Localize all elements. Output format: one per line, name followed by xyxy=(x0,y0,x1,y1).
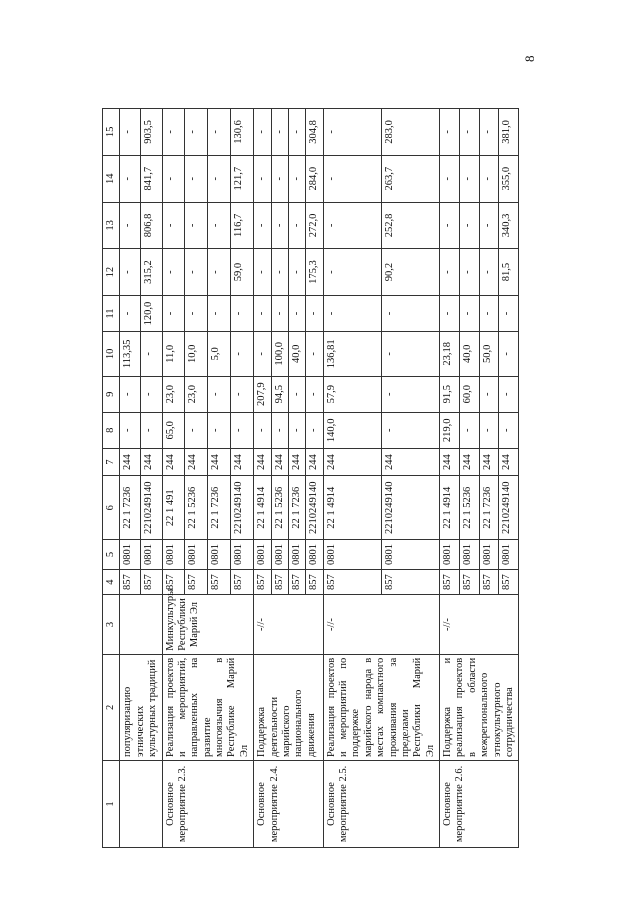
value-cell: - xyxy=(208,155,231,202)
value-cell: 806,8 xyxy=(141,202,162,249)
value-cell: - xyxy=(323,202,381,249)
value-cell: 244 xyxy=(459,448,479,476)
value-cell: 207,9 xyxy=(254,376,271,412)
activity-description-cell: Реализация проектов и мероприятий, направленных на развитие многоязычия в Республике Марий Эл xyxy=(162,654,254,760)
value-cell: 857 xyxy=(120,569,141,594)
value-cell: 22 1 4914 xyxy=(254,476,271,540)
value-cell: 0801 xyxy=(231,540,254,570)
value-cell: - xyxy=(479,202,499,249)
value-cell: - xyxy=(499,412,519,448)
value-cell: - xyxy=(288,295,305,331)
value-cell: 857 xyxy=(499,569,519,594)
value-cell: 90,2 xyxy=(381,249,439,296)
value-cell: - xyxy=(185,249,208,296)
value-cell: 857 xyxy=(271,569,288,594)
value-cell: - xyxy=(323,109,381,156)
value-cell: 22 1 7236 xyxy=(208,476,231,540)
activity-name-cell: Основное мероприятие 2.3. xyxy=(162,760,254,847)
value-cell: 244 xyxy=(208,448,231,476)
value-cell: - xyxy=(254,295,271,331)
value-cell: 219,0 xyxy=(440,412,460,448)
value-cell: 857 xyxy=(141,569,162,594)
value-cell: 121,7 xyxy=(231,155,254,202)
value-cell: 244 xyxy=(231,448,254,476)
value-cell: - xyxy=(120,202,141,249)
value-cell: 2210249140 xyxy=(231,476,254,540)
value-cell: 857 xyxy=(208,569,231,594)
value-cell: 22 1 5236 xyxy=(271,476,288,540)
value-cell: 2210249140 xyxy=(141,476,162,540)
value-cell: 0801 xyxy=(162,540,185,570)
value-cell: 81,5 xyxy=(499,249,519,296)
value-cell: 175,3 xyxy=(306,249,323,296)
value-cell: - xyxy=(440,295,460,331)
value-cell: 0801 xyxy=(459,540,479,570)
value-cell: 10,0 xyxy=(185,332,208,377)
value-cell: 50,0 xyxy=(479,332,499,377)
value-cell: 0801 xyxy=(141,540,162,570)
value-cell: - xyxy=(323,295,381,331)
value-cell: 23,18 xyxy=(440,332,460,377)
value-cell: 283,0 xyxy=(381,109,439,156)
value-cell: - xyxy=(288,412,305,448)
value-cell: - xyxy=(254,249,271,296)
value-cell: 244 xyxy=(288,448,305,476)
value-cell: 244 xyxy=(306,448,323,476)
value-cell: - xyxy=(288,376,305,412)
value-cell: - xyxy=(120,295,141,331)
value-cell: 263,7 xyxy=(381,155,439,202)
value-cell: - xyxy=(271,155,288,202)
value-cell: - xyxy=(271,295,288,331)
column-header: 13 xyxy=(103,202,120,249)
value-cell: 857 xyxy=(323,569,381,594)
value-cell: 94,5 xyxy=(271,376,288,412)
value-cell: - xyxy=(141,376,162,412)
value-cell: - xyxy=(323,249,381,296)
value-cell: 22 1 491 xyxy=(162,476,185,540)
value-cell: - xyxy=(185,295,208,331)
value-cell: - xyxy=(185,109,208,156)
value-cell: - xyxy=(254,332,271,377)
value-cell: - xyxy=(208,202,231,249)
value-cell: - xyxy=(381,412,439,448)
activity-description-cell: Реализация проектов и мероприятий по поддержке марийского народа в местах компактного проживания за пределами Республики Марий Эл xyxy=(323,654,439,760)
table-row xyxy=(254,109,271,848)
value-cell: 244 xyxy=(479,448,499,476)
value-cell: 857 xyxy=(254,569,271,594)
value-cell: 284,0 xyxy=(306,155,323,202)
column-header: 8 xyxy=(103,412,120,448)
value-cell: 91,5 xyxy=(440,376,460,412)
value-cell: - xyxy=(254,155,271,202)
value-cell: - xyxy=(459,155,479,202)
value-cell: 244 xyxy=(381,448,439,476)
value-cell: 130,6 xyxy=(231,109,254,156)
value-cell: - xyxy=(440,202,460,249)
value-cell: - xyxy=(254,202,271,249)
value-cell: 2210249140 xyxy=(381,476,439,540)
value-cell: - xyxy=(499,332,519,377)
column-header: 7 xyxy=(103,448,120,476)
activity-name-cell: Основное мероприятие 2.4. xyxy=(254,760,324,847)
executor-cell: -//- xyxy=(323,595,439,654)
column-header: 14 xyxy=(103,155,120,202)
activity-description-cell: популяризацию этнических культурных традиций xyxy=(120,654,162,760)
value-cell: - xyxy=(459,109,479,156)
value-cell: - xyxy=(231,412,254,448)
column-header: 12 xyxy=(103,249,120,296)
value-cell: - xyxy=(231,295,254,331)
value-cell: 381,0 xyxy=(499,109,519,156)
value-cell: 857 xyxy=(440,569,460,594)
value-cell: - xyxy=(440,249,460,296)
activity-name-cell: Основное мероприятие 2.6. xyxy=(440,760,519,847)
value-cell: 244 xyxy=(120,448,141,476)
table-row xyxy=(120,109,141,848)
value-cell: - xyxy=(208,412,231,448)
column-header: 10 xyxy=(103,332,120,377)
value-cell: - xyxy=(162,295,185,331)
value-cell: 100,0 xyxy=(271,332,288,377)
value-cell: 22 1 7236 xyxy=(479,476,499,540)
value-cell: - xyxy=(306,376,323,412)
value-cell: - xyxy=(254,109,271,156)
value-cell: - xyxy=(499,295,519,331)
value-cell: - xyxy=(141,332,162,377)
value-cell: 244 xyxy=(254,448,271,476)
value-cell: 2210249140 xyxy=(499,476,519,540)
value-cell: - xyxy=(271,202,288,249)
value-cell: 22 1 4914 xyxy=(323,476,381,540)
value-cell: 244 xyxy=(141,448,162,476)
value-cell: - xyxy=(185,412,208,448)
value-cell: 0801 xyxy=(185,540,208,570)
table-row xyxy=(323,109,381,848)
value-cell: 57,9 xyxy=(323,376,381,412)
value-cell: 40,0 xyxy=(459,332,479,377)
value-cell: 11,0 xyxy=(162,332,185,377)
value-cell: - xyxy=(323,155,381,202)
value-cell: 116,7 xyxy=(231,202,254,249)
value-cell: 0801 xyxy=(306,540,323,570)
value-cell: 315,2 xyxy=(141,249,162,296)
column-header: 3 xyxy=(103,595,120,654)
value-cell: - xyxy=(162,202,185,249)
value-cell: 244 xyxy=(440,448,460,476)
value-cell: 120,0 xyxy=(141,295,162,331)
value-cell: 0801 xyxy=(271,540,288,570)
value-cell: - xyxy=(499,376,519,412)
value-cell: 0801 xyxy=(440,540,460,570)
value-cell: - xyxy=(208,376,231,412)
value-cell: 244 xyxy=(499,448,519,476)
value-cell: - xyxy=(288,249,305,296)
value-cell: 857 xyxy=(381,569,439,594)
value-cell: - xyxy=(185,202,208,249)
value-cell: 0801 xyxy=(254,540,271,570)
value-cell: - xyxy=(479,109,499,156)
value-cell: 23,0 xyxy=(185,376,208,412)
value-cell: - xyxy=(288,202,305,249)
value-cell: 0801 xyxy=(381,540,439,570)
value-cell: 22 1 4914 xyxy=(440,476,460,540)
value-cell: 355,0 xyxy=(499,155,519,202)
value-cell: - xyxy=(459,202,479,249)
value-cell: - xyxy=(306,412,323,448)
value-cell: - xyxy=(120,412,141,448)
value-cell: 140,0 xyxy=(323,412,381,448)
activity-name-cell: Основное мероприятие 2.5. xyxy=(323,760,439,847)
value-cell: - xyxy=(162,109,185,156)
value-cell: 60,0 xyxy=(459,376,479,412)
value-cell: 272,0 xyxy=(306,202,323,249)
value-cell: - xyxy=(254,412,271,448)
column-header: 5 xyxy=(103,540,120,570)
value-cell: - xyxy=(120,376,141,412)
value-cell: - xyxy=(479,155,499,202)
value-cell: 22 1 7236 xyxy=(120,476,141,540)
column-header: 2 xyxy=(103,654,120,760)
value-cell: 136,81 xyxy=(323,332,381,377)
column-header: 4 xyxy=(103,569,120,594)
value-cell: - xyxy=(208,295,231,331)
table-row xyxy=(440,109,460,848)
value-cell: - xyxy=(141,412,162,448)
value-cell: 903,5 xyxy=(141,109,162,156)
value-cell: 59,0 xyxy=(231,249,254,296)
value-cell: 857 xyxy=(459,569,479,594)
value-cell: 0801 xyxy=(323,540,381,570)
value-cell: - xyxy=(381,295,439,331)
value-cell: 857 xyxy=(231,569,254,594)
value-cell: 244 xyxy=(271,448,288,476)
value-cell: 0801 xyxy=(479,540,499,570)
value-cell: - xyxy=(208,109,231,156)
column-header: 6 xyxy=(103,476,120,540)
value-cell: 244 xyxy=(185,448,208,476)
value-cell: - xyxy=(459,412,479,448)
page-number: 8 xyxy=(522,55,537,62)
value-cell: - xyxy=(306,295,323,331)
value-cell: 40,0 xyxy=(288,332,305,377)
value-cell: - xyxy=(208,249,231,296)
value-cell: - xyxy=(120,155,141,202)
value-cell: - xyxy=(120,249,141,296)
value-cell: 244 xyxy=(323,448,381,476)
value-cell: 340,3 xyxy=(499,202,519,249)
value-cell: - xyxy=(162,155,185,202)
value-cell: - xyxy=(271,109,288,156)
value-cell: 841,7 xyxy=(141,155,162,202)
value-cell: 244 xyxy=(162,448,185,476)
column-header: 15 xyxy=(103,109,120,156)
activity-description-cell: Поддержка деятельности марийского национального движения xyxy=(254,654,324,760)
value-cell: - xyxy=(479,295,499,331)
column-header: 11 xyxy=(103,295,120,331)
value-cell: - xyxy=(381,332,439,377)
value-cell: 857 xyxy=(288,569,305,594)
value-cell: 113,35 xyxy=(120,332,141,377)
value-cell: - xyxy=(440,155,460,202)
value-cell: - xyxy=(271,249,288,296)
value-cell: 304,8 xyxy=(306,109,323,156)
value-cell: - xyxy=(459,295,479,331)
value-cell: 5,0 xyxy=(208,332,231,377)
rotated-table-area xyxy=(102,108,576,848)
value-cell: 252,8 xyxy=(381,202,439,249)
value-cell: - xyxy=(271,412,288,448)
value-cell: 22 1 5236 xyxy=(459,476,479,540)
value-cell: 857 xyxy=(185,569,208,594)
value-cell: 0801 xyxy=(499,540,519,570)
column-header: 1 xyxy=(103,760,120,847)
column-header: 9 xyxy=(103,376,120,412)
value-cell: - xyxy=(288,109,305,156)
value-cell: - xyxy=(459,249,479,296)
value-cell: 22 1 7236 xyxy=(288,476,305,540)
table-row xyxy=(162,109,185,848)
value-cell: - xyxy=(185,155,208,202)
value-cell: - xyxy=(120,109,141,156)
value-cell: - xyxy=(306,332,323,377)
value-cell: 0801 xyxy=(208,540,231,570)
activity-name-cell xyxy=(120,760,162,847)
value-cell: 857 xyxy=(162,569,185,594)
value-cell: - xyxy=(381,376,439,412)
activity-description-cell: Поддержка и реализация проектов в области межрегионального этнокультурного сотрудничества xyxy=(440,654,519,760)
value-cell: 65,0 xyxy=(162,412,185,448)
executor-cell xyxy=(120,595,162,654)
value-cell: - xyxy=(479,249,499,296)
value-cell: 2210249140 xyxy=(306,476,323,540)
executor-cell: -//- xyxy=(440,595,519,654)
value-cell: 23,0 xyxy=(162,376,185,412)
value-cell: 0801 xyxy=(288,540,305,570)
value-cell: 22 1 5236 xyxy=(185,476,208,540)
header-row xyxy=(103,109,120,848)
value-cell: - xyxy=(479,412,499,448)
value-cell: - xyxy=(288,155,305,202)
value-cell: - xyxy=(231,376,254,412)
value-cell: - xyxy=(231,332,254,377)
value-cell: 0801 xyxy=(120,540,141,570)
budget-table xyxy=(102,108,519,848)
value-cell: 857 xyxy=(479,569,499,594)
executor-cell: Минкультуры Республики Марий Эл xyxy=(162,595,254,654)
value-cell: - xyxy=(440,109,460,156)
value-cell: 857 xyxy=(306,569,323,594)
value-cell: - xyxy=(162,249,185,296)
value-cell: - xyxy=(479,376,499,412)
executor-cell: -//- xyxy=(254,595,324,654)
